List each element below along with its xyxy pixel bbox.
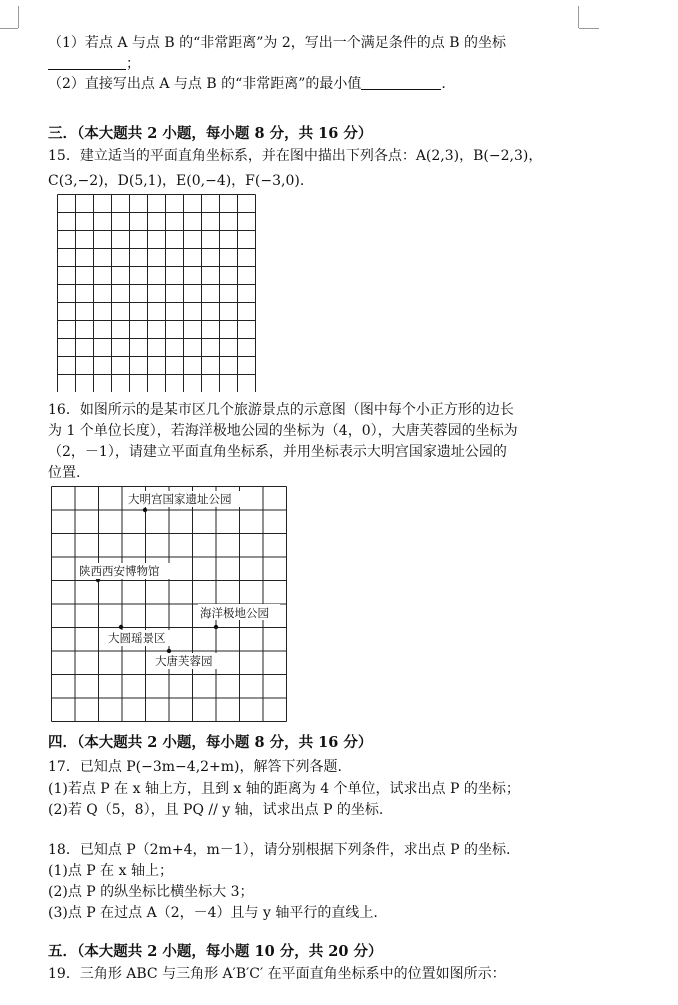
q16-line1: 16．如图所示的是某市区几个旅游景点的示意图（图中每个小正方形的边长: [48, 402, 514, 418]
label-haiyang: 海洋极地公园: [200, 606, 269, 620]
crop-mark-left: [18, 6, 19, 28]
haiyang-point: [214, 625, 218, 629]
crop-mark-left-h: [0, 28, 18, 29]
section-3-title: 三．（本大题共 2 小题，每小题 8 分，共 16 分）: [48, 125, 373, 142]
question-part-1-blank: [48, 53, 140, 73]
q15-line1: 15．建立适当的平面直角坐标系，并在图中描出下列各点：A(2,3)，B(−2,3)，: [48, 148, 543, 164]
section-4-title: 四．（本大题共 2 小题，每小题 8 分，共 16 分）: [48, 734, 373, 751]
q-part2-text: （2）直接写出点 A 与点 B 的“非常距离”的最小值: [48, 76, 362, 92]
q18-line3: (2)点 P 的纵坐标比横坐标大 3；: [48, 884, 254, 900]
q18-line4: (3)点 P 在过点 A（2，－4）且与 y 轴平行的直线上.: [48, 905, 378, 921]
q-part1-text: （1）若点 A 与点 B 的“非常距离”为 2，写出一个满足条件的点 B 的坐标: [48, 35, 506, 51]
q-part1-end: ；: [126, 56, 140, 72]
q16-line3: （2，－1），请建立平面直角坐标系，并用坐标表示大明宫国家遗址公园的: [48, 444, 507, 460]
q15-line2: C(3,−2)，D(5,1)，E(0,−4)，F(−3,0).: [48, 173, 305, 189]
q17-line2: (1)若点 P 在 x 轴上方，且到 x 轴的距离为 4 个单位，试求出点 P 的坐标；: [48, 781, 520, 797]
crop-mark-right-h: [579, 28, 599, 29]
question-part-2: [48, 73, 446, 93]
q16-map: [51, 486, 287, 722]
q15-grid: [57, 194, 257, 392]
label-shaanxi: 陕西西安博物馆: [79, 564, 160, 578]
label-dayan: 大圆瑶景区: [108, 631, 166, 645]
crop-mark-right: [578, 6, 579, 28]
label-datang: 大唐芙蓉园: [155, 654, 213, 668]
q17-line3: (2)若 Q（5，8），且 PQ // y 轴，试求出点 P 的坐标.: [48, 802, 384, 818]
label-damingong: 大明宫国家遗址公园: [128, 492, 232, 506]
datang-point: [167, 649, 171, 653]
q18-line1: 18．已知点 P（2m+4，m－1），请分别根据下列条件，求出点 P 的坐标.: [48, 842, 511, 858]
dayan-point: [119, 625, 123, 629]
q-part2-end: .: [441, 76, 446, 92]
question-part-1: [48, 32, 506, 52]
q16-line4: 位置.: [48, 465, 81, 481]
q16-line2: 为 1 个单位长度），若海洋极地公园的坐标为（4，0），大唐芙蓉园的坐标为: [48, 423, 518, 439]
q18-line2: (1)点 P 在 x 轴上；: [48, 863, 173, 879]
answer-blank-2: [361, 75, 441, 90]
damingong-point: [143, 508, 147, 512]
answer-blank-1: [48, 55, 126, 70]
q17-line1: 17．已知点 P(−3m−4,2+m)，解答下列各题.: [48, 759, 342, 775]
section-5-title: 五．（本大题共 2 小题，每小题 10 分，共 20 分）: [48, 943, 383, 960]
q19-line1: 19．三角形 ABC 与三角形 A′B′C′ 在平面直角坐标系中的位置如图所示：: [48, 966, 506, 982]
